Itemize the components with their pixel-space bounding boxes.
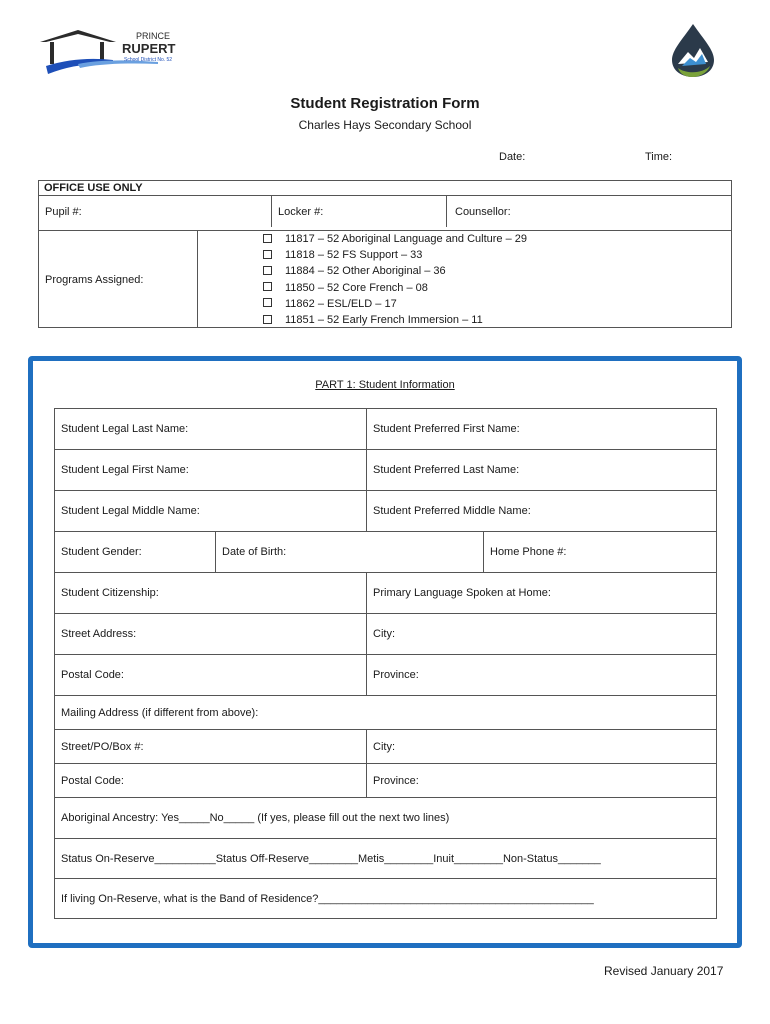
program-option[interactable]: 11818 – 52 FS Support – 33 xyxy=(263,247,527,263)
locker-field[interactable] xyxy=(272,196,446,227)
office-use-heading: OFFICE USE ONLY xyxy=(39,181,731,196)
programs-label: Programs Assigned: xyxy=(45,273,144,286)
street-address-field[interactable]: Street Address: xyxy=(55,614,367,654)
mailing-address-label: Mailing Address (if different from above): xyxy=(61,706,259,719)
status-field[interactable]: Status On-Reserve__________Status Off-Reserve________Metis________Inuit________Non-Status_______ xyxy=(61,852,601,865)
student-info-grid xyxy=(54,408,717,919)
legal-middle-name-field[interactable]: Student Legal Middle Name: xyxy=(55,491,367,531)
pupil-label: Pupil #: xyxy=(45,205,82,218)
logo-sub-text: School District No. 52 xyxy=(124,57,173,63)
program-option[interactable]: 11851 – 52 Early French Immersion – 11 xyxy=(263,312,527,328)
table-row xyxy=(55,730,716,764)
program-option[interactable]: 11817 – 52 Aboriginal Language and Culture – 29 xyxy=(263,231,527,247)
aboriginal-ancestry-field[interactable]: Aboriginal Ancestry: Yes_____No_____ (If yes, please fill out the next two lines) xyxy=(61,812,450,824)
table-row xyxy=(55,614,716,655)
program-option[interactable]: 11850 – 52 Core French – 08 xyxy=(263,280,527,296)
preferred-first-name-field[interactable]: Student Preferred First Name: xyxy=(373,423,520,435)
revised-date: Revised January 2017 xyxy=(604,964,724,978)
gender-field[interactable]: Student Gender: xyxy=(55,532,216,572)
table-row xyxy=(55,798,716,839)
table-row xyxy=(55,450,716,491)
legal-last-name-field[interactable]: Student Legal Last Name: xyxy=(55,409,367,449)
mailing-postal-code-field[interactable]: Postal Code: xyxy=(55,764,367,797)
city-field[interactable]: City: xyxy=(373,628,395,640)
logo-main-text: RUPERT xyxy=(122,41,176,56)
legal-first-name-field[interactable]: Student Legal First Name: xyxy=(55,450,367,490)
checkbox-icon[interactable] xyxy=(263,298,272,307)
divider xyxy=(197,231,198,328)
postal-code-field[interactable]: Postal Code: xyxy=(55,655,367,695)
checkbox-icon[interactable] xyxy=(263,234,272,243)
office-row-ids xyxy=(39,196,731,228)
checkbox-icon[interactable] xyxy=(263,315,272,324)
preferred-middle-name-field[interactable]: Student Preferred Middle Name: xyxy=(373,505,531,517)
primary-language-field[interactable]: Primary Language Spoken at Home: xyxy=(373,587,551,599)
citizenship-field[interactable]: Student Citizenship: xyxy=(55,573,367,613)
locker-label: Locker #: xyxy=(278,205,324,218)
drop-mountain-icon xyxy=(668,22,718,78)
preferred-last-name-field[interactable]: Student Preferred Last Name: xyxy=(373,464,520,476)
table-row xyxy=(55,839,716,879)
counsellor-field[interactable] xyxy=(447,196,731,227)
prince-rupert-logo xyxy=(38,28,188,76)
table-row xyxy=(55,879,716,919)
time-label: Time: xyxy=(645,151,673,163)
counsellor-label: Counsellor: xyxy=(455,205,511,218)
programs-row xyxy=(39,231,731,328)
table-row xyxy=(55,573,716,614)
table-row xyxy=(55,655,716,696)
home-phone-field[interactable]: Home Phone #: xyxy=(490,546,567,558)
date-of-birth-field[interactable]: Date of Birth: xyxy=(216,532,484,572)
table-row xyxy=(55,764,716,798)
pupil-field[interactable] xyxy=(39,196,271,227)
office-use-table xyxy=(38,180,732,328)
logo-top-text: PRINCE xyxy=(136,31,171,41)
program-option[interactable]: 11862 – ESL/ELD – 17 xyxy=(263,296,527,312)
checkbox-icon[interactable] xyxy=(263,266,272,275)
mailing-city-field[interactable]: City: xyxy=(373,740,395,753)
street-po-box-field[interactable]: Street/PO/Box #: xyxy=(55,730,367,763)
province-field[interactable]: Province: xyxy=(373,669,419,681)
date-label: Date: xyxy=(499,151,526,163)
school-name: Charles Hays Secondary School xyxy=(298,118,472,132)
checkbox-icon[interactable] xyxy=(263,250,272,259)
band-of-residence-field[interactable]: If living On-Reserve, what is the Band of Residence?_____________________________________________ xyxy=(61,893,594,905)
table-row xyxy=(55,409,716,450)
form-title: Student Registration Form xyxy=(290,95,480,112)
programs-list xyxy=(263,231,527,328)
table-row xyxy=(55,491,716,532)
part1-title: PART 1: Student Information xyxy=(315,379,455,391)
program-option[interactable]: 11884 – 52 Other Aboriginal – 36 xyxy=(263,263,527,279)
table-row xyxy=(55,532,716,573)
table-row xyxy=(55,696,716,730)
checkbox-icon[interactable] xyxy=(263,282,272,291)
mailing-province-field[interactable]: Province: xyxy=(373,774,419,787)
